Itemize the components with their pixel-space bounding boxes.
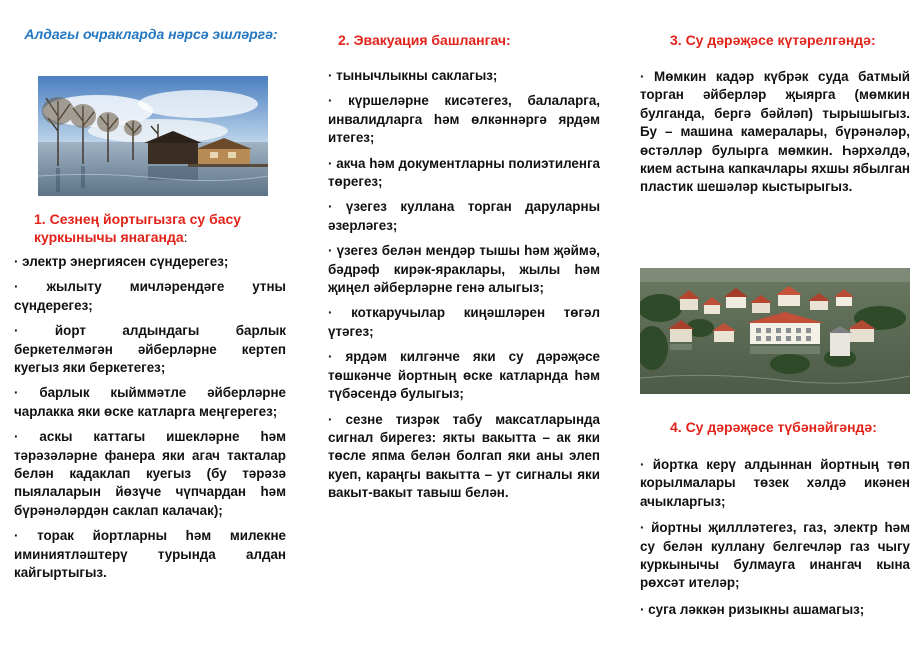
flooded-house-image <box>38 76 268 196</box>
section-3-list <box>640 68 910 205</box>
section-1-title: Сезнең йортыгызга су басу куркынычы янаганда <box>34 211 242 245</box>
list-item: · үзегез белән мендәр тышы һәм җәймә, бәдрәф кирәк-яраклары, жылы һәм җиңел әйберләрне генә алыгыз; <box>328 243 600 296</box>
list-item: · тынычлыкны саклагыз; <box>328 68 498 83</box>
list-item: · жылыту мичләрендәге утны сүндерегез; <box>14 279 286 313</box>
flooded-town-image <box>640 268 910 394</box>
section-3-heading: 3. Су дәрәҗәсе күтәрелгәндә: <box>670 32 876 48</box>
list-item: · суга ләккән ризыкны ашамагыз; <box>640 601 865 617</box>
intro-title: Алдагы очракларда нәрсә эшләргә: <box>24 26 278 42</box>
list-item: · ярдәм килгәнче яки су дәрәҗәсе төшкәнче йортның өске катларнда һәм түбәсендә булыгыз; <box>328 349 600 402</box>
list-item: · сезне тизрәк табу максатларында сигнал бирегез: якты вакытта – ак яки төсле япма белән болгап яки аны элеп куеп, караңгы вакытта – ут сигналы яки вакыт-вакыт тавыш белән. <box>328 411 600 501</box>
list-item: · барлык кыйммәтле әйберләрне чарлакка яки өске катларга меңгерегез; <box>14 385 286 419</box>
section-4-heading: 4. Су дәрәҗәсе түбәнәйгәндә: <box>670 419 877 435</box>
list-item: · коткаручылар киңәшләрен төгәл үтәгез; <box>328 305 600 339</box>
section-2-list <box>328 67 600 510</box>
list-item: · күршеләрне кисәтегез, балаларга, инвалидларга һәм өлкәннәргә ярдәм итегез; <box>328 93 600 146</box>
list-item: · аскы каттагы ишекләрне һәм тәрәзәләрне фанера яки агач такталар белән кадаклап куегыз (бу тәрәзә пыялаларын йөзүче чүпчардан һәм бүрәнәләрдән саклап калачак); <box>14 429 286 518</box>
list-item: · үзегез куллана торган даруларны әзерләгез; <box>328 199 600 233</box>
flooded-town-photo <box>640 268 910 394</box>
list-item: · йортка керү алдыннан йортның төп корылмалары төзек хәлдә икәнен ачыкларгыз; <box>640 457 910 509</box>
section-1-heading <box>14 210 286 246</box>
section-2-heading: 2. Эвакуация башлангач: <box>338 32 511 48</box>
list-item: · йорт алдындагы барлык беркетелмәгән әйберләрне кертеп куегыз яки беркетегез; <box>14 323 286 376</box>
list-item: · акча һәм документларны полиэтиленга төрегез; <box>328 155 600 190</box>
list-item: · торак йортларны һәм милекне иминиятләштерү турында алдан кайгыртыгыз. <box>14 528 286 581</box>
list-item: · Мөмкин кадәр күбрәк суда батмый торган әйберләр җыяргa (мөмкин булганда, бергә бәйләп) тырышыгыз. Бу – машина камералары, бүрәнәләр, өстәлләр булырга мөмкин. Һәрхәлдә, кием астына капкачлары яхшы ябылган пластик шешәләр кыстырыгыз. <box>640 69 910 195</box>
section-1-number: 1. <box>34 211 46 227</box>
section-1-colon: : <box>183 229 188 245</box>
list-item: · йортны җиллләтегез, газ, электр һәм су белән куллану белгечләр газ чыгу куркынычы булмауга инангач кына рөхсәт ителәр; <box>640 520 910 591</box>
list-item: · электр энергиясен сүндерегез; <box>14 254 229 269</box>
section-4-list <box>640 456 910 627</box>
section-1-list <box>14 253 286 590</box>
flooded-house-photo <box>38 76 268 196</box>
